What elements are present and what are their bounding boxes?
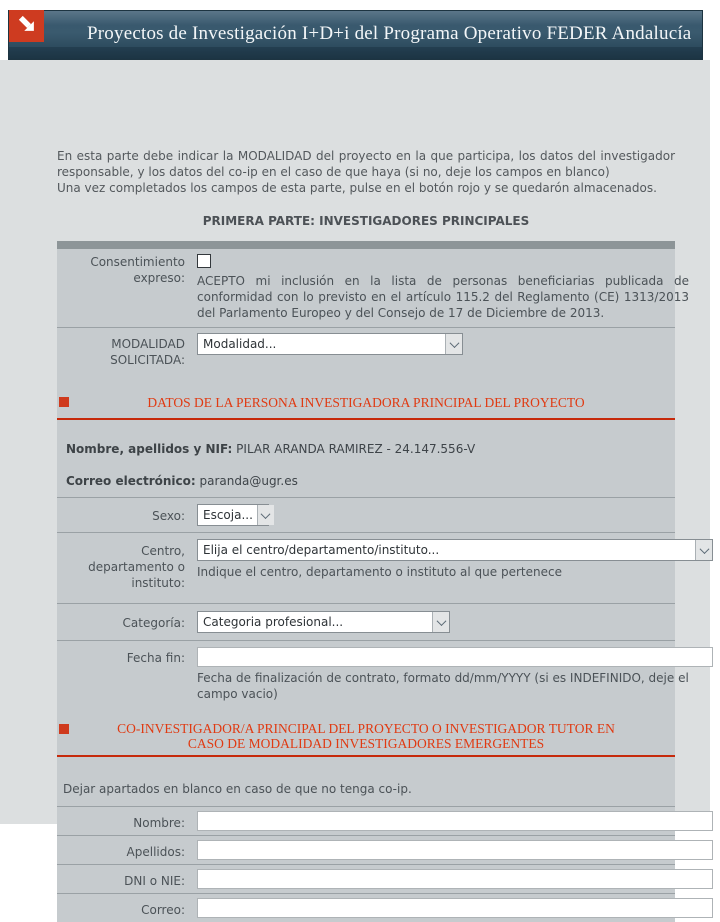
row-consentimiento	[57, 249, 689, 327]
row-modalidad	[57, 327, 675, 373]
sexo-select-value: Escoja...	[203, 508, 253, 522]
section-co-investigador	[57, 710, 675, 757]
row-categoria	[57, 603, 675, 640]
categoria-label: Categoría:	[122, 616, 185, 630]
coip-nombre-label: Nombre:	[133, 816, 185, 830]
chevron-down-icon	[445, 334, 462, 354]
part-heading: PRIMERA PARTE: INVESTIGADORES PRINCIPALES	[202, 214, 530, 228]
coip-nombre-input[interactable]	[197, 811, 713, 831]
coip-apellidos-label: Apellidos:	[126, 845, 185, 859]
chevron-down-icon	[695, 540, 712, 560]
content-area	[0, 60, 710, 917]
intro-line-1: En esta parte debe indicar la MODALIDAD del proyecto en la que participa, los datos del investigador responsable, y los datos del co-ip en el caso de que haya (si no, deje los campos en blanco)	[57, 149, 675, 179]
nombre-nif-value: PILAR ARANDA RAMIREZ - 24.147.556-V	[236, 442, 476, 456]
app-logo[interactable]	[9, 10, 44, 42]
categoria-select[interactable]	[197, 611, 450, 633]
red-bullet-icon	[59, 724, 69, 734]
nombre-nif-label: Nombre, apellidos y NIF:	[66, 442, 233, 456]
sexo-label: Sexo:	[152, 509, 185, 523]
fecha-fin-help-text: Fecha de finalización de contrato, formato dd/mm/YYYY (si es INDEFINIDO, deje el campo vacio)	[197, 671, 689, 701]
header-bar	[8, 10, 703, 60]
row-coip-correo	[57, 893, 675, 922]
section2-title: CO-INVESTIGADOR/A PRINCIPAL DEL PROYECTO O INVESTIGADOR TUTOR EN CASO DE MODALIDAD INVESTIGADORES EMERGENTES	[117, 721, 615, 751]
form-top-strip	[57, 241, 675, 249]
coip-note: Dejar apartados en blanco en caso de que no tenga co-ip.	[63, 782, 412, 796]
row-coip-dni	[57, 864, 675, 893]
consent-checkbox[interactable]	[197, 254, 211, 268]
row-coip-nombre	[57, 806, 675, 835]
coip-dni-input[interactable]	[197, 869, 713, 889]
categoria-select-value: Categoria profesional...	[203, 615, 344, 629]
fecha-fin-label: Fecha fin:	[126, 651, 185, 665]
chevron-down-icon	[432, 612, 449, 632]
modalidad-label: MODALIDAD SOLICITADA:	[110, 337, 185, 367]
centro-label: Centro, departamento o instituto:	[88, 544, 185, 590]
coip-correo-input[interactable]	[197, 898, 713, 918]
row-centro	[57, 532, 675, 603]
modalidad-select[interactable]	[197, 333, 463, 355]
centro-select-value: Elija el centro/departamento/instituto...	[203, 543, 440, 557]
intro-text	[57, 148, 675, 196]
modalidad-select-value: Modalidad...	[203, 337, 277, 351]
consent-text: ACEPTO mi inclusión en la lista de personas beneficiarias publicada de conformidad con lo previsto en el artículo 115.2 del Reglamento (CE) 1313/2013 del Parlamento Europeo y del Consejo de 17 de Diciembre de 2013.	[197, 274, 689, 320]
row-sexo	[57, 497, 675, 532]
correo-ip-value: paranda@ugr.es	[199, 474, 298, 488]
row-coip-apellidos	[57, 835, 675, 864]
page-title: Proyectos de Investigación I+D+i del Programa Operativo FEDER Andalucía	[87, 23, 692, 44]
arrow-down-right-icon	[16, 13, 38, 39]
consent-label: Consentimiento expreso:	[90, 255, 185, 285]
coip-dni-label: DNI o NIE:	[124, 874, 185, 888]
coip-correo-label: Correo:	[141, 903, 185, 917]
coip-apellidos-input[interactable]	[197, 840, 713, 860]
section1-title: DATOS DE LA PERSONA INVESTIGADORA PRINCIPAL DEL PROYECTO	[147, 395, 585, 410]
red-bullet-icon	[59, 397, 69, 407]
sexo-select[interactable]	[197, 504, 269, 526]
centro-help-text: Indique el centro, departamento o instituto al que pertenece	[197, 565, 562, 579]
intro-line-2: Una vez completados los campos de esta parte, pulse en el botón rojo y se quedarón almacenados.	[57, 181, 657, 195]
section-investigadora-principal	[57, 373, 675, 420]
row-fecha-fin	[57, 640, 689, 710]
section-spacer	[57, 420, 675, 433]
row-correo-ip	[57, 465, 675, 497]
chevron-down-icon	[257, 505, 274, 525]
section-spacer	[57, 757, 675, 773]
correo-ip-label: Correo electrónico:	[66, 474, 196, 488]
row-nombre-nif	[57, 433, 675, 465]
centro-select[interactable]	[197, 539, 713, 561]
fecha-fin-input[interactable]	[197, 647, 713, 667]
main-form	[57, 241, 689, 922]
